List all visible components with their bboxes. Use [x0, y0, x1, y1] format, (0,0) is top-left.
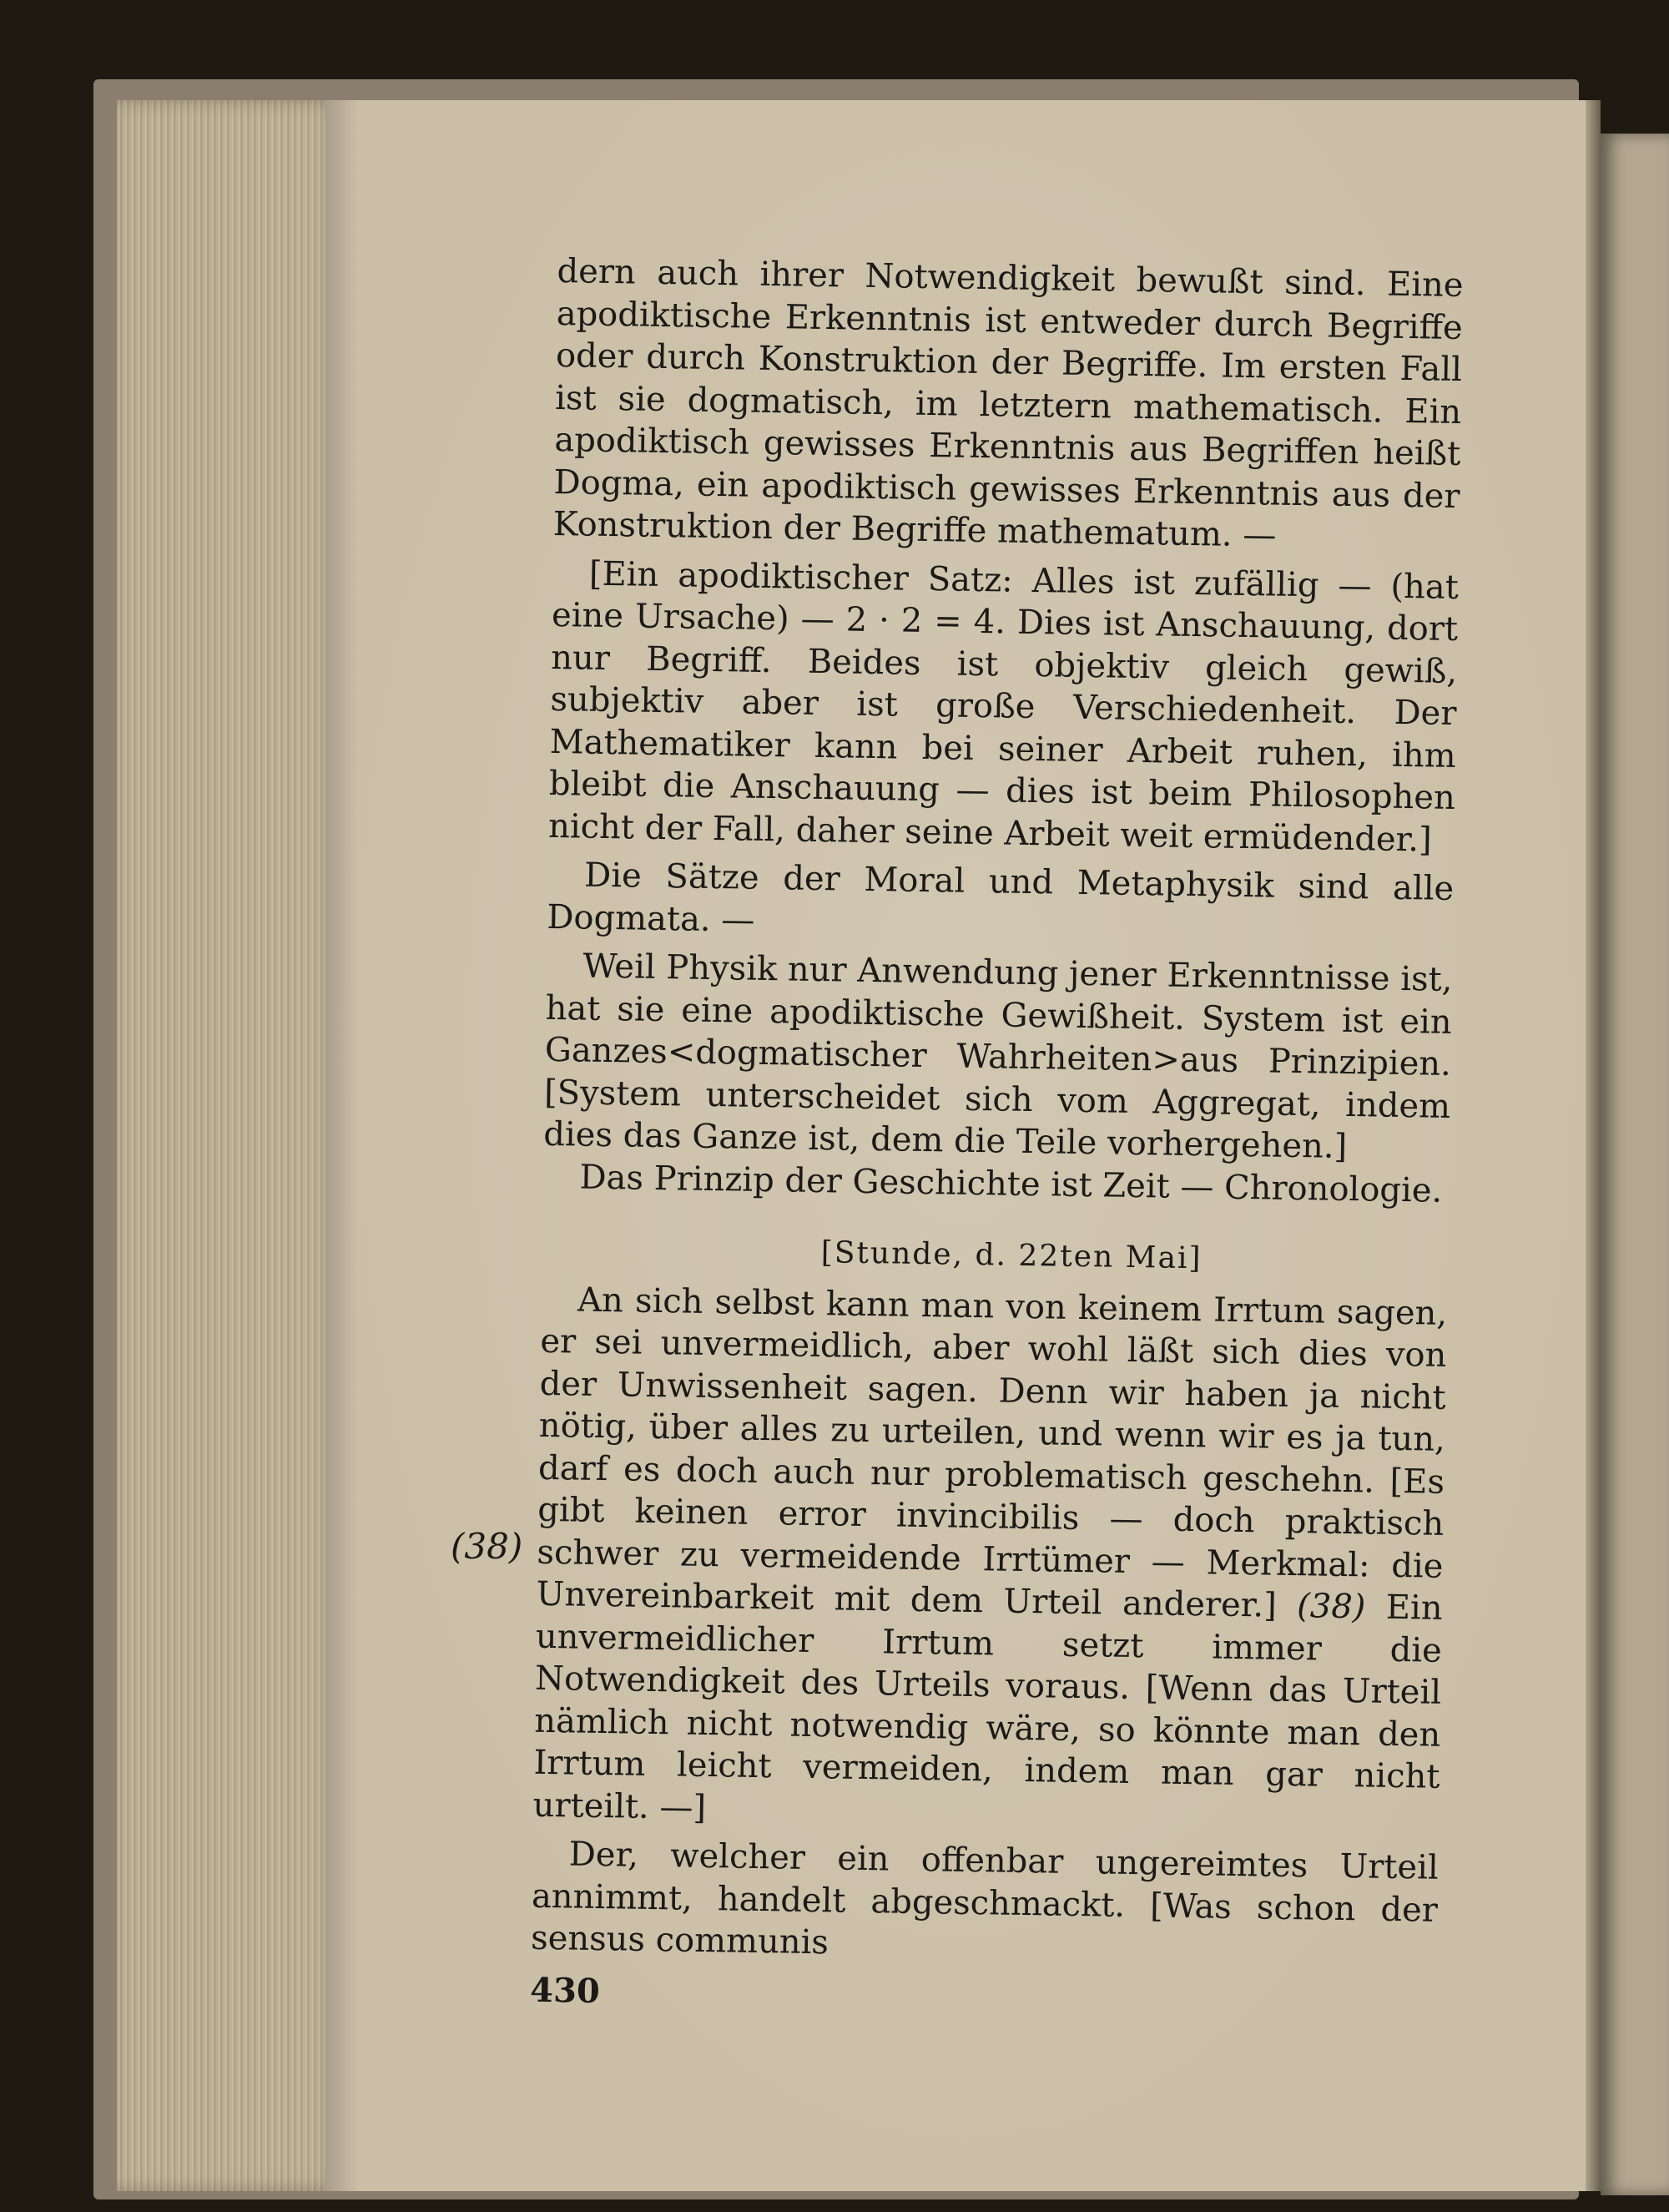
paragraph — [532, 1278, 1447, 1840]
margin-note: (38) — [451, 1526, 523, 1567]
page-edges — [117, 100, 342, 2191]
paragraph-text: Ein unvermeidlicher Irrtum setzt immer die Notwendigkeit des Urteils voraus. [Wenn das Urteil nämlich nicht notwendig wäre, so könnte man den Irrtum leicht vermeiden, indem man gar nicht urteilt. —] — [532, 1588, 1443, 1827]
paragraph: Das Prinzip der Geschichte ist Zeit — Chronologie. — [579, 1158, 1443, 1210]
paragraph: Der, welcher ein offenbar ungereimtes Urteil annimmt, handelt abgeschmackt. [Was schon der sensus communis — [530, 1835, 1440, 1962]
page-number: 430 — [529, 1970, 601, 2011]
facing-page-edge — [1601, 134, 1669, 2195]
paragraph: dern auch ihrer Notwendigkeit bewußt sind. Eine apodiktische Erkenntnis ist entweder durch Begriffe oder durch Konstruktion der Begriffe. Im ersten Fall ist sie dogmatisch, im letztern mathematisch. Ein apodiktisch gewisses Erkenntnis aus Begriffen heißt Dogma, ein apodiktisch gewisses Erkenntnis aus der Konstruktion der Begriffe mathematum. — — [552, 251, 1464, 555]
paragraph: Die Sätze der Moral und Metaphysik sind alle Dogmata. — — [547, 856, 1455, 940]
paragraph-text: An sich selbst kann man von keinem Irrtum sagen, er sei unvermeidlich, aber wohl läßt sich dies von der Unwissenheit sagen. Denn wir haben ja nicht nötig, über alles zu urteilen, und wenn wir es ja tun, darf es doch auch nur problematisch geschehn. [Es gibt keinen error invincibilis — doch praktisch schwer zu vermeidende Irrtümer — Merkmal: die Unvereinbarkeit mit dem Urteil anderer.] — [536, 1280, 1448, 1625]
inline-marker: (38) — [1296, 1587, 1366, 1627]
text-block — [530, 250, 1464, 2026]
paragraph: [Ein apodiktischer Satz: Alles ist zufällig — (hat eine Ursache) — 2 · 2 = 4. Dies ist Anschauung, dort nur Begriff. Beides ist objektiv gleich gewiß, subjektiv aber ist große Verschiedenheit. Der Mathematiker kann bei seiner Arbeit ruhen, ihm bleibt die Anschauung — dies ist beim Philosophen nicht der Fall, daher seine Arbeit weit ermüdender.] — [547, 554, 1460, 860]
section-heading: [Stunde, d. 22ten Mai] — [820, 1235, 1203, 1276]
paragraph: Weil Physik nur Anwendung jener Erkenntnisse ist, hat sie eine apodiktische Gewißheit. System ist ein Ganzes<dogmatischer Wahrheiten>aus Prinzipien. [System unterscheidet sich vom Aggregat, indem dies das Ganze ist, dem die Teile vorhergehen.] — [543, 947, 1453, 1166]
